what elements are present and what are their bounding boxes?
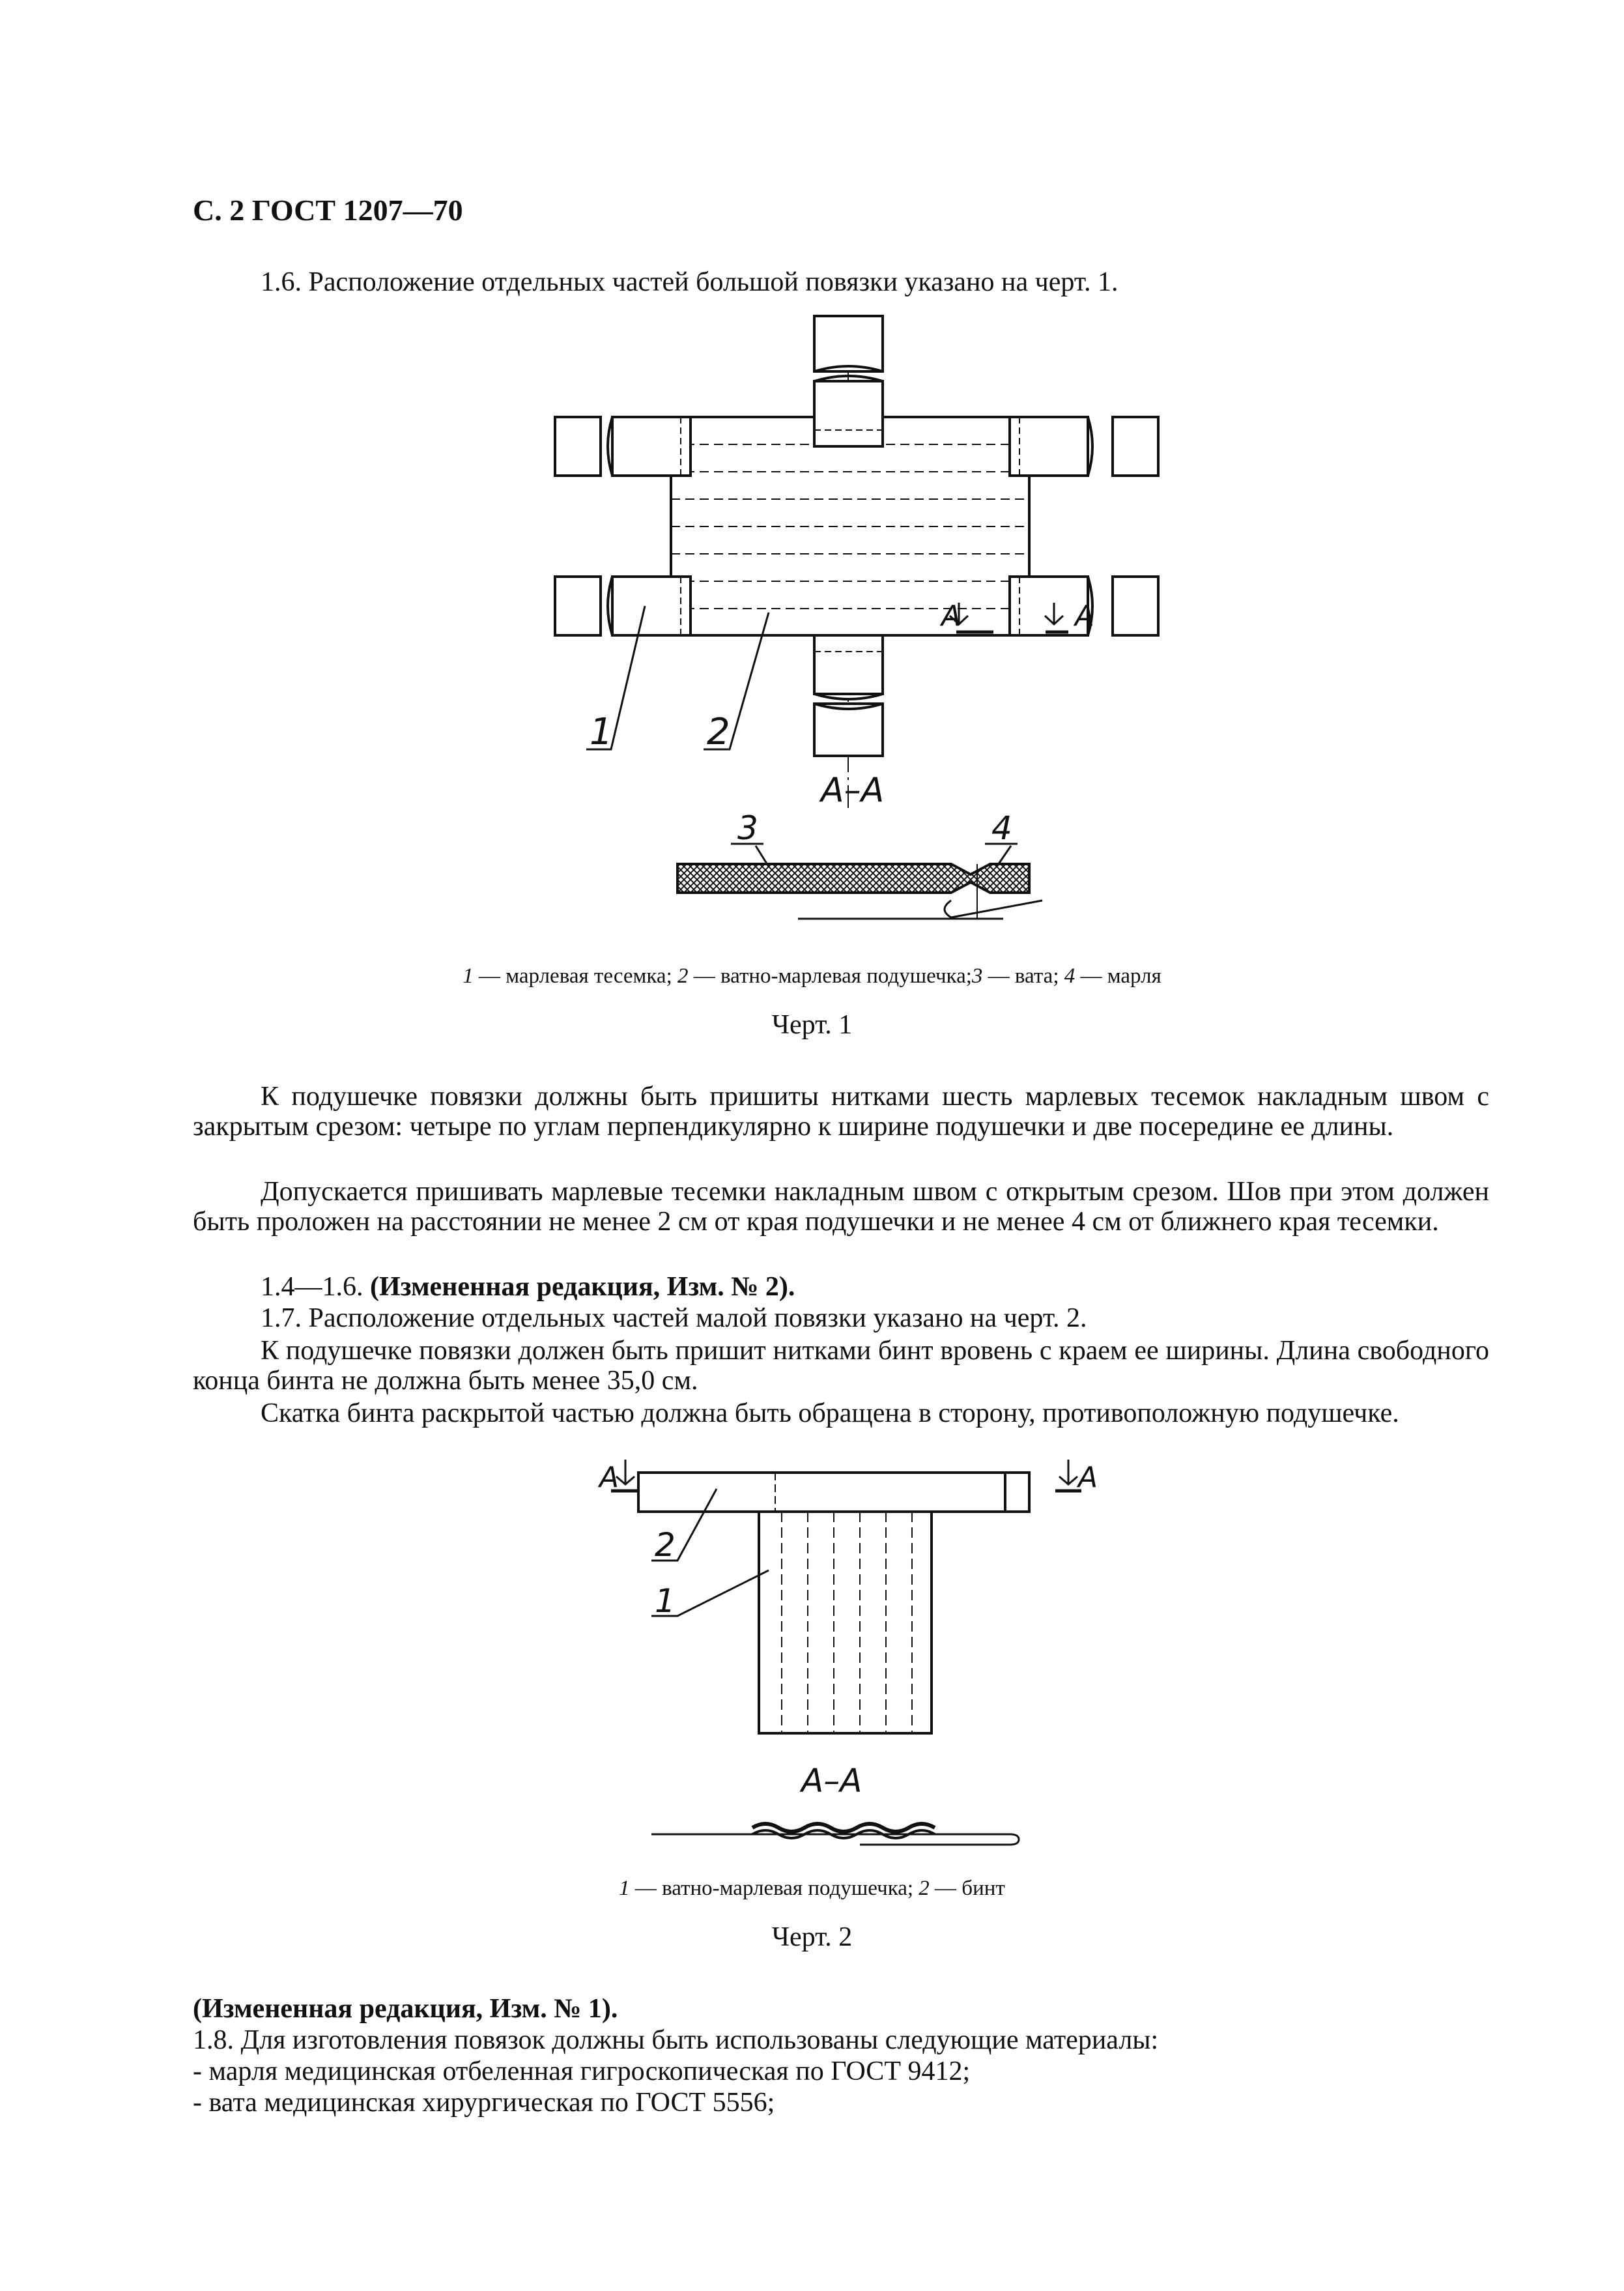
- fig2-label-1: 1: [655, 1582, 676, 1620]
- paragraph-roll: Скатка бинта раскрытой частью должна быть обращена в сторону, противоположную подушечке.: [261, 1398, 1399, 1428]
- paragraph-amendment-2: 1.4—1.6. (Измененная редакция, Изм. № 2).: [261, 1272, 795, 1302]
- figure-2-drawing: [586, 1453, 1120, 1870]
- figure-2-caption: Черт. 2: [771, 1922, 853, 1952]
- paragraph-allow: Допускается пришивать марлевые тесемки накладным швом с открытым срезом. Шов при этом должен быть проложен на расстоянии не менее 2 см от края подушечки и не менее 4 см от ближнего края тесемки.: [193, 1177, 1489, 1237]
- fig1-label-4: 4: [991, 809, 1012, 847]
- fig1-label-3: 3: [737, 809, 758, 847]
- figure-1-drawing: [547, 306, 1166, 945]
- paragraph-1-6: 1.6. Расположение отдельных частей большой повязки указано на черт. 1.: [261, 267, 1118, 297]
- paragraph-stitch: К подушечке повязки должны быть пришиты нитками шесть марлевых тесемок накладным швом с закрытым срезом: четыре по углам перпендикулярно к ширине подушечки и две посередине ее длины.: [193, 1082, 1489, 1142]
- fig2-section-title: А–А: [801, 1762, 862, 1800]
- list-item: - марля медицинская отбеленная гигроскопическая по ГОСТ 9412;: [193, 2056, 971, 2086]
- list-item: - вата медицинская хирургическая по ГОСТ 5556;: [193, 2088, 775, 2118]
- figure-1-caption: Черт. 1: [771, 1010, 853, 1040]
- page-header: С. 2 ГОСТ 1207—70: [193, 194, 463, 227]
- paragraph-1-7: 1.7. Расположение отдельных частей малой повязки указано на черт. 2.: [261, 1303, 1087, 1333]
- bandage-strip: [638, 1473, 1029, 1512]
- paragraph-bandage: К подушечке повязки должен быть пришит нитками бинт вровень с краем ее ширины. Длина свободного конца бинта не должна быть менее 35,0 см.: [193, 1336, 1489, 1396]
- fig1-label-1: 1: [590, 711, 613, 753]
- cut-mark-left: A: [599, 1461, 620, 1494]
- fig1-label-2: 2: [707, 711, 730, 753]
- paragraph-1-8: 1.8. Для изготовления повязок должны быть использованы следующие материалы:: [193, 2025, 1159, 2055]
- figure-2-legend: 1 — ватно-марлевая подушечка; 2 — бинт: [619, 1877, 1005, 1900]
- amendment-1: (Измененная редакция, Изм. № 1).: [193, 1994, 618, 2024]
- cut-mark-right: A: [1078, 1461, 1098, 1494]
- fig1-section-title: А–А: [821, 771, 885, 810]
- pad-body: [759, 1512, 932, 1733]
- fig2-label-2: 2: [655, 1526, 676, 1564]
- figure-1-legend: 1 — марлевая тесемка; 2 — ватно-марлевая подушечка;3 — вата; 4 — марля: [463, 964, 1161, 988]
- cut-mark-right: A: [1075, 599, 1095, 633]
- cut-mark-left: A: [941, 599, 962, 633]
